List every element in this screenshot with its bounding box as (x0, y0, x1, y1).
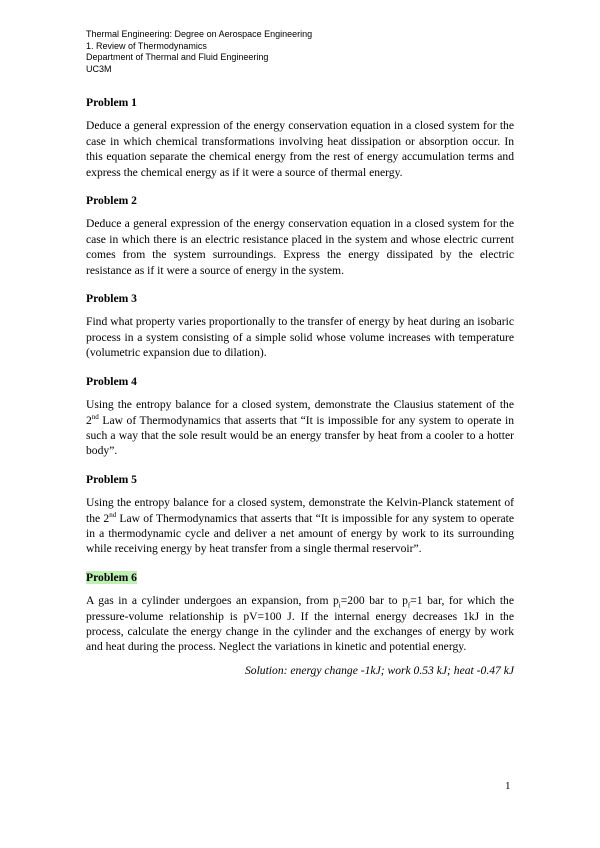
problem-title (86, 570, 514, 585)
problem-text: Using the entropy balance for a closed system, demonstrate the Kelvin-Planck statement of the 2nd Law of Thermodynamics that asserts that “It is impossible for any system to operate in a thermodynamic cycle and deliver a net amount of energy by work to its surrounding while receiving energy by heat transfer from a single thermal reservoir”. (86, 496, 514, 556)
problem-title: Problem 1 (86, 96, 137, 109)
problem-text: A gas in a cylinder undergoes an expansion, from $p_i=200$ bar to $p_f=1$ bar, for which the pressure-volume relationship is pV=100 J. If the internal energy decreases 1kJ in the process, calculate the energy change in the cylinder and the exchanges of energy by work and heat during the process. Neglect the variations in kinetic and potential energy. (86, 594, 515, 654)
problem-title: Problem 4 (86, 374, 137, 388)
highlighted-problem-title: Problem 6 (86, 570, 137, 584)
problems-list (86, 95, 514, 691)
problem-title: Problem 3 (86, 292, 137, 306)
problem-title: Problem 2 (86, 194, 137, 208)
problem-5 (86, 472, 514, 557)
problem-text: Deduce a general expression of the energy conservation equation in a closed system for the case in which chemical transformations involving heat dissipation or absorption occur. In this equation separate the chemical energy from the rest of energy accumulation terms and express the chemical energy as if it were a source of thermal energy. (86, 119, 514, 179)
header-department: Department of Thermal and Fluid Engineering (86, 52, 269, 62)
problem-6 (86, 570, 514, 678)
header-course: Thermal Engineering: Degree on Aerospace Engineering (86, 29, 313, 39)
page-number: 1 (505, 780, 511, 792)
problem-text: Using the entropy balance for a closed system, demonstrate the Clausius statement of the 2nd Law of Thermodynamics that asserts that “It is impossible for any system to operate in such a way that the sole result would be an energy transfer by heat from a cooler to a hotter body”. (86, 398, 514, 458)
problem-text: Deduce a general expression of the energy conservation equation in a closed system for the case in which there is an electric resistance placed in the system and whose electric current comes from the system surroundings. Express the energy dissipated by the electric resistance as if it were a source of energy in the system. (86, 217, 514, 277)
problem-solution: Solution: energy change -1kJ; work 0.53 kJ; heat -0.47 kJ (244, 663, 514, 677)
problem-1 (86, 95, 514, 180)
problem-4 (86, 374, 514, 459)
document-header (86, 29, 506, 75)
problem-2 (86, 193, 514, 278)
problem-text: Find what property varies proportionally to the transfer of energy by heat during an isobaric process in a system consisting of a simple solid whose volume increases with temperature (volumetric expansion due to dilation). (86, 315, 514, 360)
problem-title: Problem 5 (86, 472, 137, 486)
header-chapter: 1. Review of Thermodynamics (86, 40, 207, 51)
problem-3 (86, 291, 514, 361)
header-university: UC3M (86, 63, 112, 74)
